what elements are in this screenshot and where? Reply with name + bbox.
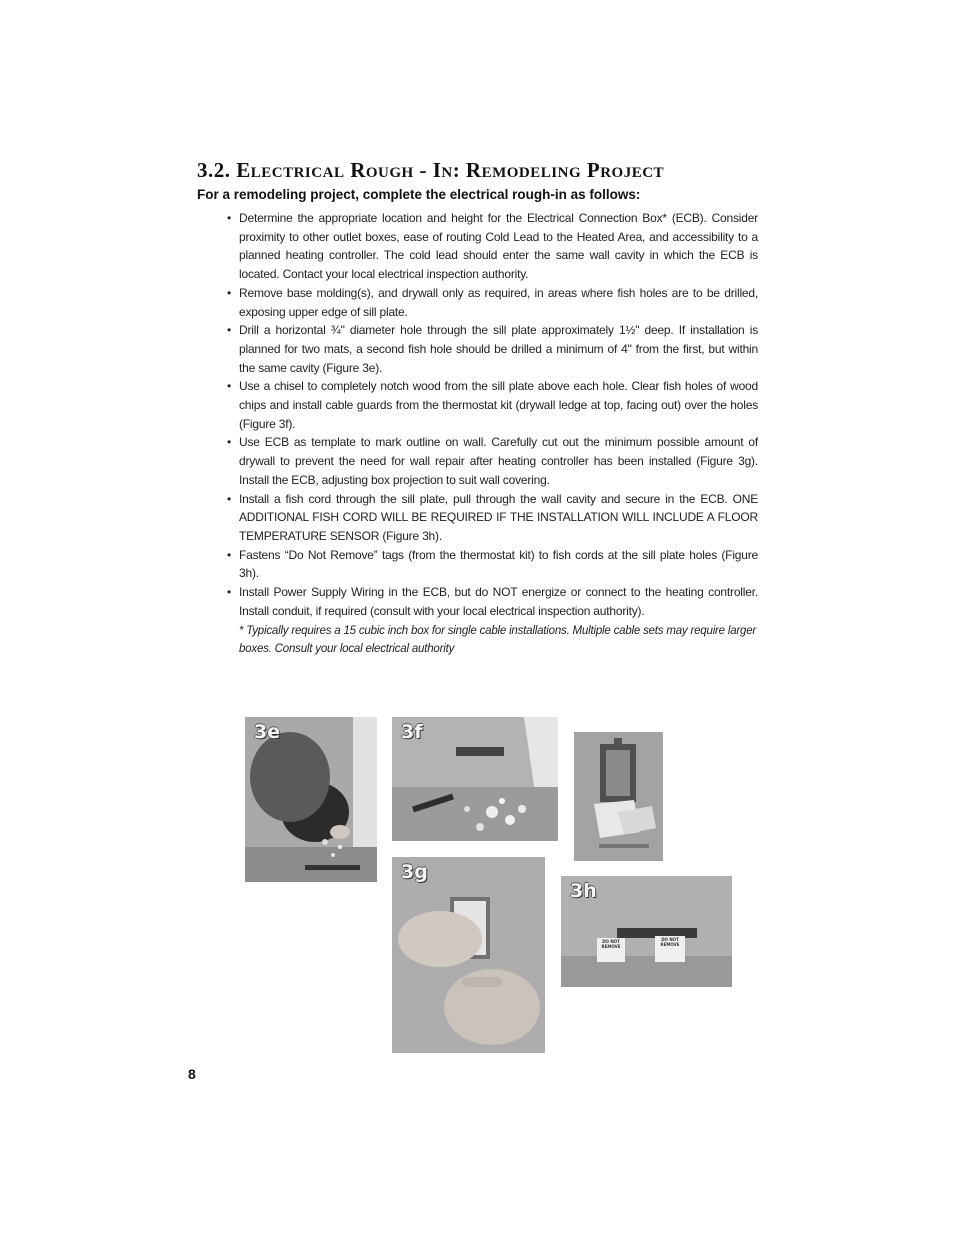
bullet-icon: •	[227, 211, 232, 225]
figure-3h-label: 3h	[570, 880, 597, 902]
figure-3h-photo	[561, 876, 732, 987]
list-item: • Determine the appropriate location and height for the Electrical Connection Box* (ECB). Consider proximity to other outlet boxes, ease of routing Cold Lead to the Heated Area, and accessibility to a planned heating controller. The cold lead should enter the same wall cavity in which the ECB is located. Contact your local electrical inspection authority.	[227, 211, 758, 282]
bullet-icon: •	[227, 585, 232, 600]
figure-3f-photo	[392, 717, 558, 841]
bullet-icon: •	[227, 547, 232, 562]
bullet-icon: •	[227, 435, 232, 450]
list-item: • Install a fish cord through the sill plate, pull through the wall cavity and secure in the ECB. ONE ADDITIONAL FISH CORD WILL BE REQUIRED IF THE INSTALLATION WILL INCLUDE A FLOOR TEMPERATURE SENSOR (Figure 3h).	[227, 491, 758, 543]
list-item: • Remove base molding(s), and drywall only as required, in areas where fish holes are to be drilled, exposing upper edge of sill plate.	[227, 285, 758, 319]
ecb-box-photo	[574, 732, 663, 861]
bullet-icon: •	[227, 285, 232, 300]
figure-3g-label: 3g	[401, 861, 428, 883]
bullet-icon: •	[227, 379, 232, 394]
footnote: * Typically requires a 15 cubic inch box for single cable installations. Multiple cable sets may require larger boxes. Consult your local electrical authority	[239, 625, 757, 655]
do-not-remove-tag-left: DO NOT REMOVE	[601, 939, 621, 949]
figure-3e-label: 3e	[254, 721, 281, 743]
page-number: 8	[188, 1066, 196, 1082]
list-item: • Drill a horizontal ¾" diameter hole through the sill plate approximately 1½" deep. If installation is planned for two mats, a second fish hole should be drilled a minimum of 4" from the first, but within the same cavity (Figure 3e).	[227, 323, 758, 375]
do-not-remove-tag-right: DO NOT REMOVE	[660, 937, 680, 947]
section-title: 3.2. Electrical Rough - In: Remodeling Project	[197, 158, 665, 182]
list-item: • Use ECB as template to mark outline on wall. Carefully cut out the minimum possible amount of drywall to prevent the need for wall repair after heating controller has been installed (Figure 3g). Install the ECB, adjusting box projection to suit wall covering.	[227, 435, 758, 487]
list-item: • Install Power Supply Wiring in the ECB, but do NOT energize or connect to the heating controller. Install conduit, if required (consult with your local electrical inspection authority).	[227, 585, 758, 618]
figure-3g-photo	[392, 857, 545, 1053]
section-intro: For a remodeling project, complete the electrical rough-in as follows:	[197, 187, 641, 202]
bullet-icon: •	[227, 323, 232, 338]
instruction-list	[227, 209, 758, 620]
figure-3e-photo	[245, 717, 377, 882]
figure-3f-label: 3f	[401, 721, 423, 743]
list-item: • Use a chisel to completely notch wood from the sill plate above each hole. Clear fish holes of wood chips and install cable guards from the thermostat kit (drywall ledge at top, facing out) over the holes (Figure 3f).	[227, 379, 758, 431]
bullet-icon: •	[227, 491, 232, 506]
list-item: • Fastens “Do Not Remove” tags (from the thermostat kit) to fish cords at the sill plate holes (Figure 3h).	[227, 547, 758, 581]
